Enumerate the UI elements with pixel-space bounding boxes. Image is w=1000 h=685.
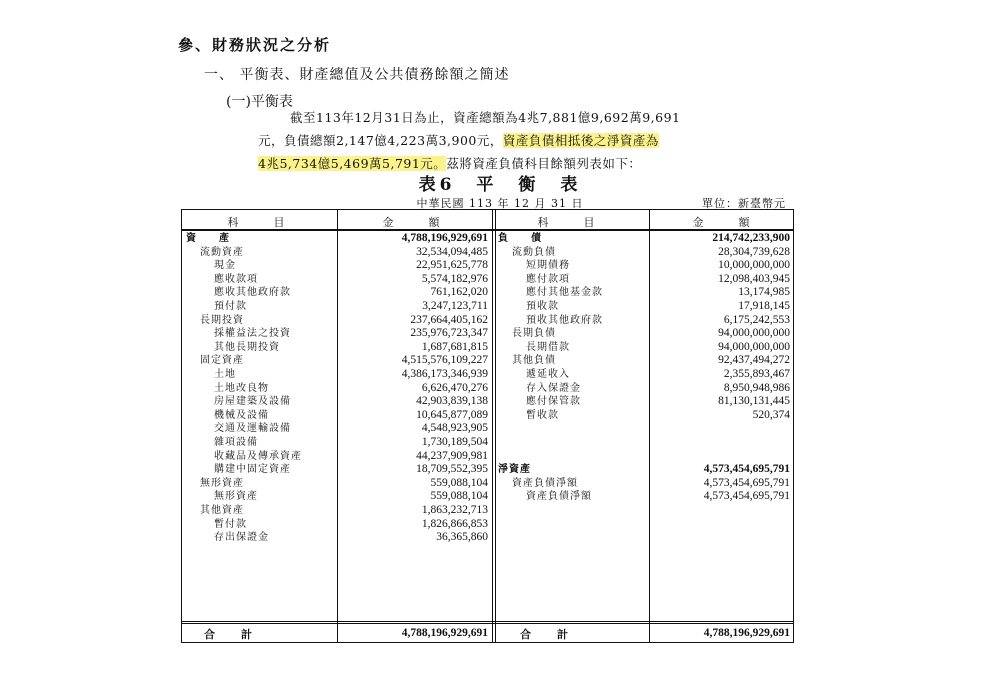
table-title: 表6 平 衡 表: [418, 175, 582, 195]
table-row: [182, 354, 793, 367]
table-row: [182, 409, 793, 422]
row-label: 購建中固定資產: [214, 464, 291, 476]
row-amount: 44,237,909,981: [416, 449, 488, 462]
table-row: [182, 490, 793, 503]
row-amount: 4,573,454,695,791: [703, 476, 790, 489]
row-label: 資 產: [186, 233, 230, 244]
section-heading: 參、財務狀況之分析: [178, 36, 332, 54]
total-divider-2: [182, 623, 793, 624]
header-subject-right: 科 目: [537, 216, 607, 229]
row-amount: 81,130,131,445: [718, 395, 790, 408]
row-label: 預付款: [214, 301, 247, 312]
row-label: 淨資產: [498, 464, 531, 476]
row-label: 長期借款: [526, 341, 570, 353]
total-amount-left: 4,788,196,929,691: [401, 627, 488, 639]
row-amount: 235,976,723,347: [410, 327, 488, 340]
table-row: [182, 259, 793, 272]
row-amount: 28,304,739,628: [718, 245, 790, 258]
row-amount: 4,515,576,109,227: [401, 354, 488, 367]
table-row: [182, 382, 793, 395]
row-label: 房屋建築及設備: [214, 396, 291, 408]
header-amount-left: 金 額: [382, 216, 452, 229]
row-amount: 94,000,000,000: [718, 327, 790, 340]
row-label: 暫付款: [214, 518, 247, 530]
row-label: 收藏品及傳承資產: [214, 450, 302, 462]
highlighted-text: 4兆5,734億5,469萬5,791元。: [258, 156, 447, 171]
row-amount: 5,574,182,976: [421, 272, 488, 285]
row-amount: 237,664,405,162: [410, 313, 488, 326]
row-label: 長期負債: [512, 328, 556, 340]
row-label: 採權益法之投資: [214, 328, 291, 340]
row-label: 存入保證金: [526, 382, 581, 394]
header-amount-right: 金 額: [692, 216, 762, 229]
row-label: 應付保管款: [526, 396, 581, 408]
row-amount: 4,573,454,695,791: [703, 463, 790, 476]
subsection-heading: 一、 平衡表、財產總值及公共債務餘額之簡述: [204, 67, 510, 83]
table-row: [182, 518, 793, 531]
row-label: 負 債: [498, 233, 542, 244]
row-label: 資產負債淨額: [512, 477, 578, 489]
row-label: 交通及運輸設備: [214, 423, 291, 435]
highlighted-text: 資產負債相抵後之淨資產為: [502, 133, 659, 148]
table-row: [182, 232, 793, 245]
table-row: [182, 368, 793, 381]
row-label: 遞延收入: [526, 369, 570, 380]
row-label: 暫收款: [526, 409, 559, 421]
table-row: [182, 477, 793, 490]
row-label: 預收其他政府款: [526, 314, 603, 326]
header-subject-left: 科 目: [227, 216, 297, 229]
row-label: 固定資產: [200, 355, 244, 367]
row-label: 雜項設備: [214, 437, 258, 448]
paragraph-line-2: [258, 131, 659, 149]
table-row: [182, 450, 793, 463]
row-label: 其他資產: [200, 505, 244, 516]
row-amount: 1,863,232,713: [421, 504, 488, 516]
row-label: 機械及設備: [214, 409, 269, 421]
row-amount: 8,950,948,986: [723, 381, 790, 394]
row-amount: 4,548,923,905: [421, 422, 488, 435]
table-row: [182, 341, 793, 354]
row-amount: 10,000,000,000: [718, 259, 790, 272]
table-row: [182, 436, 793, 449]
paragraph-text: 元，負債總額2,147億4,223萬3,900元，: [258, 133, 503, 148]
row-amount: 1,687,681,815: [421, 340, 488, 353]
row-label: 無形資產: [200, 477, 244, 489]
row-amount: 2,355,893,467: [723, 368, 790, 380]
table-row: [182, 422, 793, 435]
row-amount: 761,162,020: [430, 286, 488, 299]
row-label: 應付款項: [526, 273, 570, 285]
table-row: [182, 395, 793, 408]
total-label-left: 合計: [204, 628, 278, 641]
row-amount: 214,742,233,900: [712, 232, 790, 244]
row-amount: 1,826,866,853: [421, 517, 488, 530]
row-amount: 18,709,552,395: [416, 463, 488, 476]
row-amount: 520,374: [752, 408, 790, 421]
total-label-right: 合計: [520, 628, 594, 641]
row-amount: 12,098,403,945: [718, 272, 790, 285]
table-row: [182, 300, 793, 313]
table-row: [182, 463, 793, 476]
row-label: 其他負債: [512, 355, 556, 367]
row-label: 長期投資: [200, 314, 244, 326]
row-amount: 10,645,877,089: [416, 408, 488, 421]
table-date: 中華民國 113 年 12 月 31 日: [416, 197, 584, 210]
balance-sheet-table: [181, 209, 794, 643]
total-amount-right: 4,788,196,929,691: [703, 627, 790, 639]
row-amount: 3,247,123,711: [422, 300, 488, 312]
row-amount: 559,088,104: [430, 476, 488, 489]
row-amount: 92,437,494,272: [718, 354, 790, 367]
row-label: 土地: [214, 369, 236, 380]
row-label: 預收款: [526, 301, 559, 312]
table-row: [182, 286, 793, 299]
row-label: 應收款項: [214, 273, 258, 285]
table-row: [182, 504, 793, 517]
table-row: [182, 246, 793, 259]
table-row: [182, 327, 793, 340]
row-amount: 32,534,094,485: [416, 245, 488, 258]
row-amount: 559,088,104: [430, 490, 488, 503]
row-amount: 4,788,196,929,691: [401, 232, 488, 244]
row-label: 應收其他政府款: [214, 287, 291, 299]
row-label: 其他長期投資: [214, 341, 280, 353]
row-label: 流動負債: [512, 246, 556, 258]
row-amount: 36,365,860: [436, 531, 488, 544]
row-label: 應付其他基金款: [526, 287, 603, 299]
table-row: [182, 314, 793, 327]
row-amount: 4,573,454,695,791: [703, 490, 790, 503]
table-unit: 單位：新臺幣元: [702, 197, 786, 210]
row-label: 短期債務: [526, 260, 570, 272]
row-amount: 6,175,242,553: [723, 313, 790, 326]
total-divider: [182, 621, 793, 622]
row-amount: 6,626,470,276: [421, 381, 488, 394]
row-amount: 13,174,985: [738, 286, 790, 299]
table-row: [182, 273, 793, 286]
table-row: [182, 531, 793, 544]
row-amount: 22,951,625,778: [416, 259, 488, 272]
row-label: 流動資產: [200, 246, 244, 258]
paragraph-line-1: 截至113年12月31日為止，資產總額為4兆7,881億9,692萬9,691: [290, 110, 681, 125]
paragraph-text: 茲將資產負債科目餘額列表如下：: [446, 156, 642, 171]
row-amount: 4,386,173,346,939: [401, 368, 488, 380]
row-amount: 42,903,839,138: [416, 395, 488, 408]
row-label: 現金: [214, 260, 236, 272]
row-label: 無形資產: [214, 491, 258, 503]
row-amount: 17,918,145: [738, 300, 790, 312]
row-label: 存出保證金: [214, 532, 269, 544]
row-amount: 94,000,000,000: [718, 340, 790, 353]
row-label: 資產負債淨額: [526, 491, 592, 503]
row-label: 土地改良物: [214, 382, 269, 394]
row-amount: 1,730,189,504: [421, 436, 488, 448]
header-divider-2: [182, 230, 793, 231]
sub-subsection-heading: (一)平衡表: [226, 94, 293, 110]
